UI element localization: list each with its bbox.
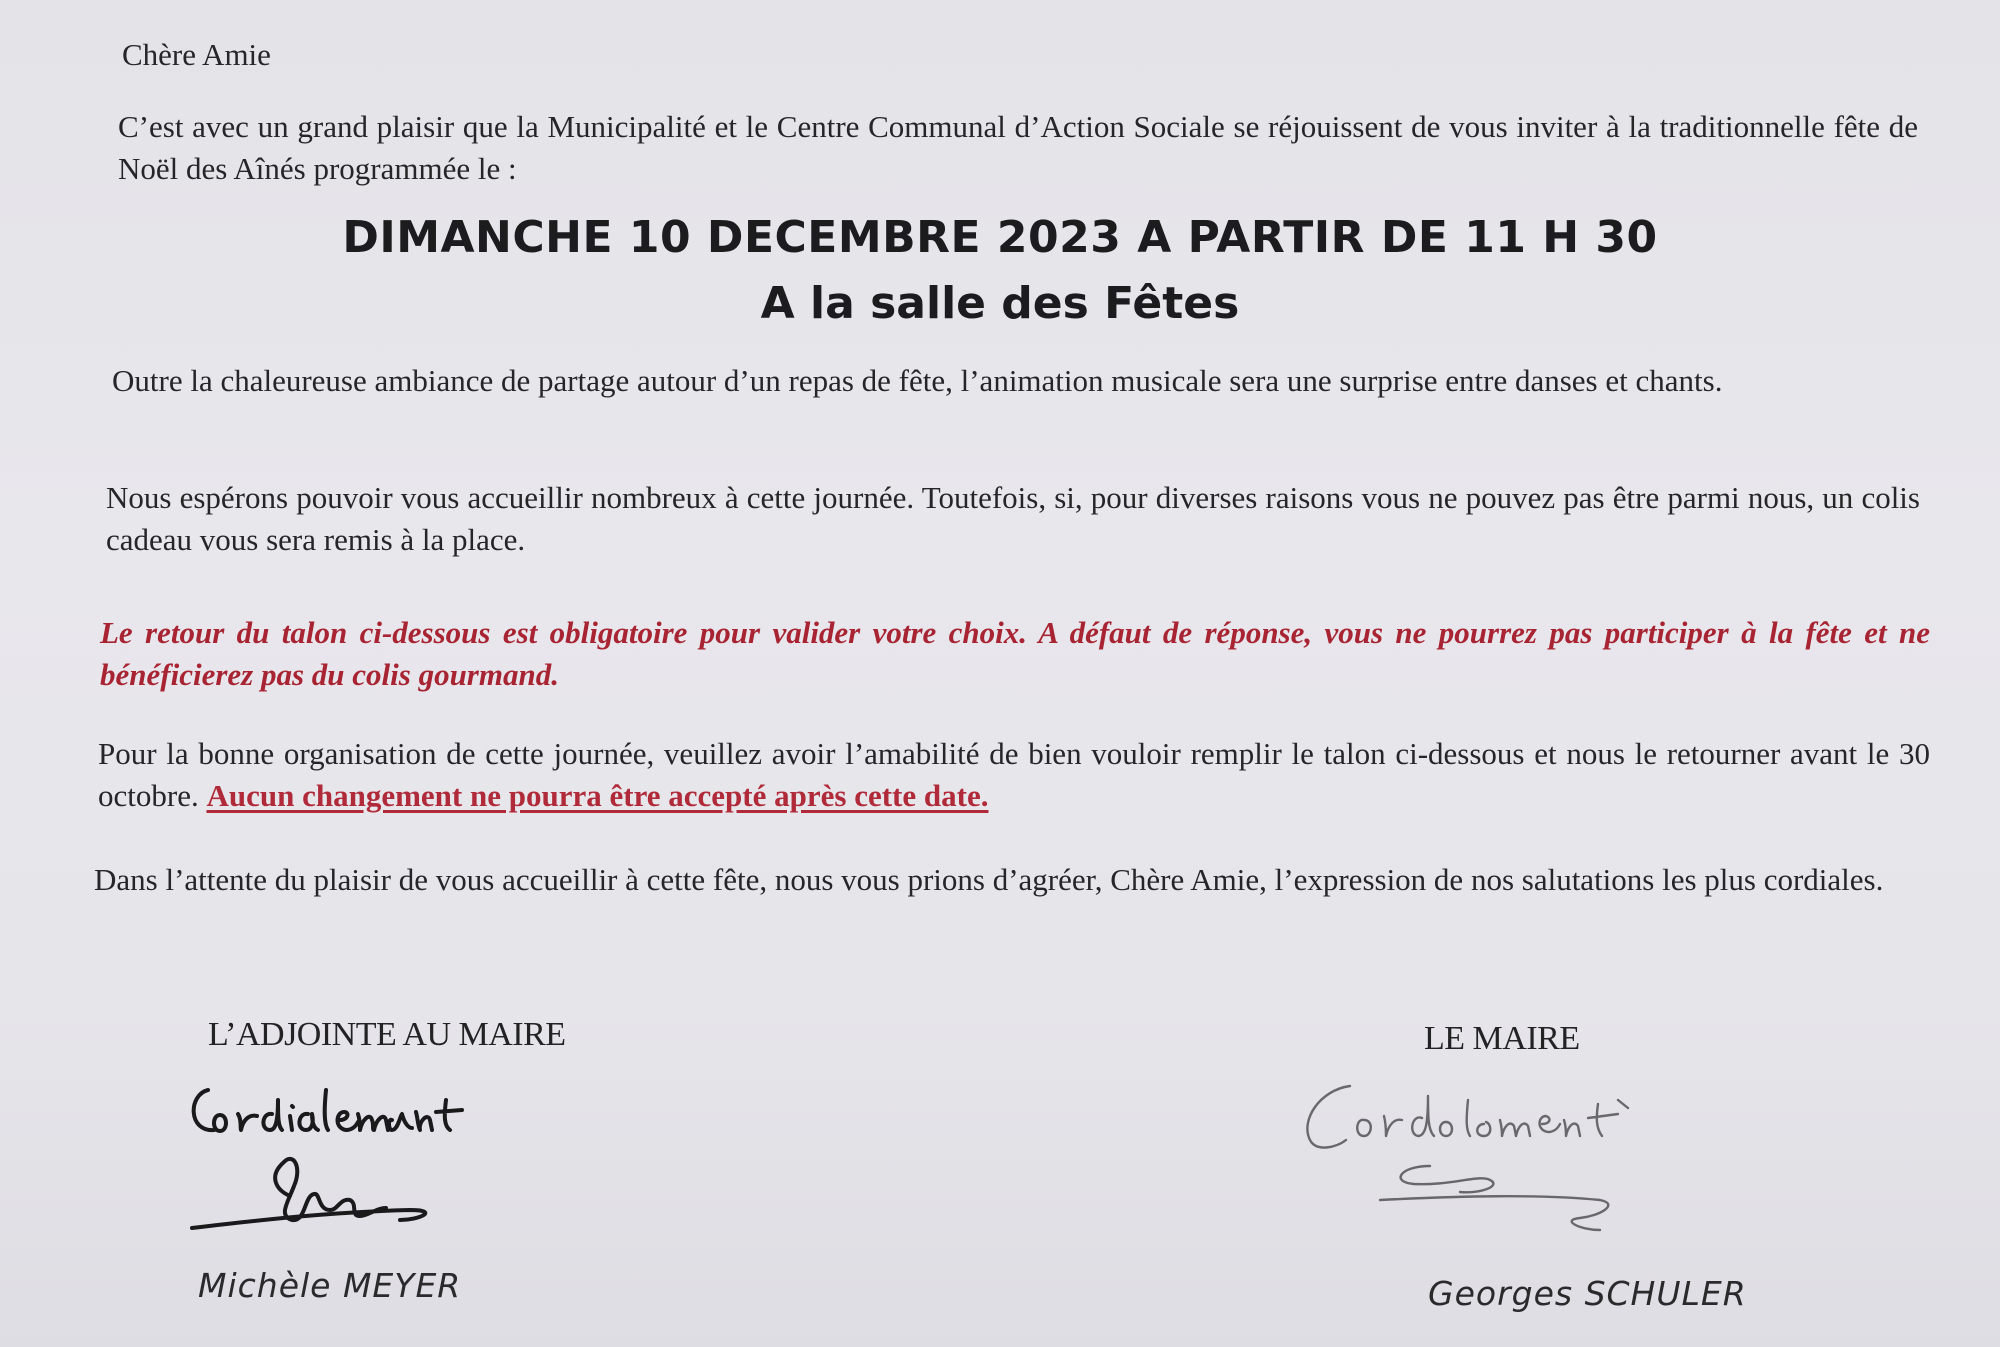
organisation-paragraph (98, 733, 1930, 817)
greeting: Chère Amie (122, 37, 271, 72)
ambiance-paragraph: Outre la chaleureuse ambiance de partage autour d’un repas de fête, l’animation musicale sera une surprise entre danses et chants. (112, 363, 1723, 398)
event-date-heading: DIMANCHE 10 DECEMBRE 2023 A PARTIR DE 11 H 30 (342, 212, 1658, 263)
mayor-signature (1280, 1070, 1760, 1290)
organisation-text: Pour la bonne organisation de cette journée, veuillez avoir l’amabilité de bien vouloir remplir le talon ci-dessous et nous le retourner avant le 30 octobre. (98, 736, 1930, 813)
closing-paragraph: Dans l’attente du plaisir de vous accueillir à cette fête, nous vous prions d’agréer, Chère Amie, l’expression de nos salutations les plus cordiales. (94, 862, 1884, 897)
event-place-heading: A la salle des Fêtes (760, 278, 1240, 329)
welcome-paragraph: Nous espérons pouvoir vous accueillir nombreux à cette journée. Toutefois, si, pour diverses raisons vous ne pouvez pas être parmi nous, un colis cadeau vous sera remis à la place. (106, 480, 1920, 557)
deputy-mayor-name: Michèle MEYER (198, 1266, 462, 1305)
warning-paragraph: Le retour du talon ci-dessous est obligatoire pour valider votre choix. A défaut de réponse, vous ne pourrez pas participer à la fête et ne bénéficierez pas du colis gourmand. (100, 615, 1930, 692)
mayor-name: Georges SCHULER (1428, 1274, 1747, 1313)
mayor-title: LE MAIRE (1424, 1020, 1580, 1057)
intro-paragraph: C’est avec un grand plaisir que la Municipalité et le Centre Communal d’Action Sociale se réjouissent de vous inviter à la traditionnelle fête de Noël des Aînés programmée le : (118, 109, 1918, 186)
deputy-mayor-signature (180, 1070, 570, 1280)
deputy-mayor-title: L’ADJOINTE AU MAIRE (208, 1016, 566, 1053)
deadline-notice: Aucun changement ne pourra être accepté après cette date. (206, 778, 989, 813)
